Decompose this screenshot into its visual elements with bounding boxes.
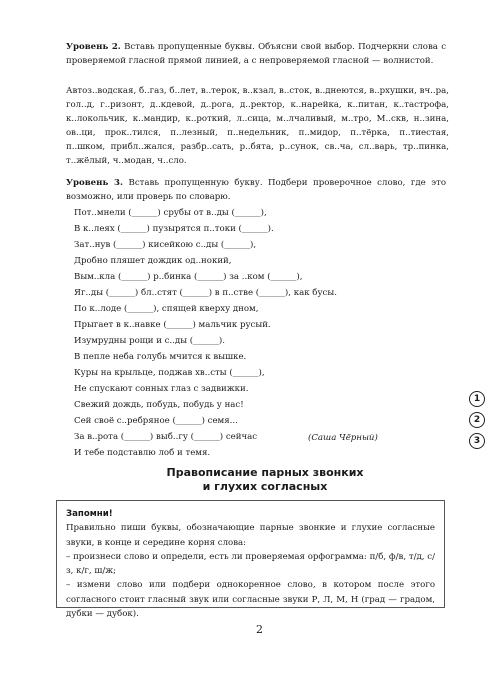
poem-line: И тебе подставлю лоб и темя.	[74, 448, 211, 458]
difficulty-markers	[469, 391, 485, 454]
level2-title: Уровень 2.	[66, 42, 121, 52]
poem-line: Пот..мнели (______) срубы от в..ды (______),	[74, 208, 267, 218]
poem-line: В пепле неба голубь мчится к вышке.	[74, 352, 247, 362]
poem-line: Прыгает в к..навке (______) мальчик русый.	[74, 320, 271, 330]
marker-3-circle: 3	[469, 433, 485, 449]
level2-word-list: Автоз..водская, б..газ, б..лет, в..терок, в..кзал, в..сток, в..днеются, в..рхушки, вч..ра, гол..д, г..ризонт, д..кдевой, д..рога, д..ректор, к..нарейка, к..питан, к..тастрофа, к..локольчик, к..мандир, к..роткий, л..сица, м..лчаливый, м..тро, М..скв, н..зина, ов..ци, прок..тился, п..лезный, п..недельник, п..мидор, п..тёрка, п..тиестая, п..шком, прибл..жался, разбр..сать, р..бята, р..сунок, св..ча, сл..варь, тр..пинка, т..жёлый, ч..модан, ч..сло.	[66, 86, 449, 166]
poem-line: Вым..кла (______) р..бинка (______) за ..ком (______),	[74, 272, 303, 282]
rule-line: – произнеси слово и определи, есть ли проверяемая орфограмма: п/б, ф/в, т/д, с/з, к/г, ш/ж;	[66, 551, 435, 577]
marker-2-circle: 2	[469, 412, 485, 428]
rule-line: Правильно пиши буквы, обозначающие парные звонкие и глухие согласные звуки, в конце и середине корня слова:	[66, 523, 435, 548]
section-heading-line1: Правописание парных звонких	[166, 466, 364, 479]
page-number: 2	[256, 623, 263, 636]
poem-line: Изумрудны рощи и с..ды (______).	[74, 336, 226, 346]
poem-line: Куры на крыльце, поджав хв..сты (______),	[74, 368, 265, 378]
poem-author: (Саша Чёрный)	[308, 433, 378, 443]
level3-instruction: Вставь пропущенную букву. Подбери проверочное слово, где это возможно, или проверь по словарю.	[66, 178, 446, 202]
section-heading-line2: и глухих согласных	[202, 480, 328, 493]
poem-line: Дробно пляшет дождик од..нокий,	[74, 256, 232, 266]
poem-line: Не спускают сонных глаз с задвижки.	[74, 384, 249, 394]
level2-task	[66, 40, 446, 68]
marker-1-circle: 1	[469, 391, 485, 407]
section-heading	[150, 466, 380, 494]
level3-title: Уровень 3.	[66, 178, 124, 188]
poem	[74, 205, 434, 461]
poem-line: Свежий дождь, побудь, побудь у нас!	[74, 400, 244, 410]
rule-line: – измени слово или подбери однокоренное слово, в котором после этого согласного стоит гласный звук или согласные звуки Р, Л, М, Н (град — градом, дубки — дубок).	[66, 580, 435, 620]
poem-line: Сей своё с..ребряное (______) семя...	[74, 416, 238, 426]
rule-box	[56, 500, 445, 620]
poem-line: Зат..нув (______) кисейкою с..ды (______),	[74, 240, 257, 250]
rule-title: Запомни!	[66, 509, 113, 519]
poem-line: Яг..ды (______) бл..стят (______) в п..стве (______), как бусы.	[74, 288, 337, 298]
poem-line: В к..леях (______) пузырятся п..токи (______).	[74, 224, 274, 234]
level2-instruction: Вставь пропущенные буквы. Объясни свой выбор. Подчеркни слова с проверяемой гласной прямой линией, а с непроверяемой гласной — волнистой.	[66, 42, 447, 66]
poem-line: За в..рота (______) выб..гу (______) сейчас	[74, 432, 258, 442]
poem-line: По к..лоде (______), спящей кверху дном,	[74, 304, 259, 314]
level3-task	[66, 176, 446, 204]
